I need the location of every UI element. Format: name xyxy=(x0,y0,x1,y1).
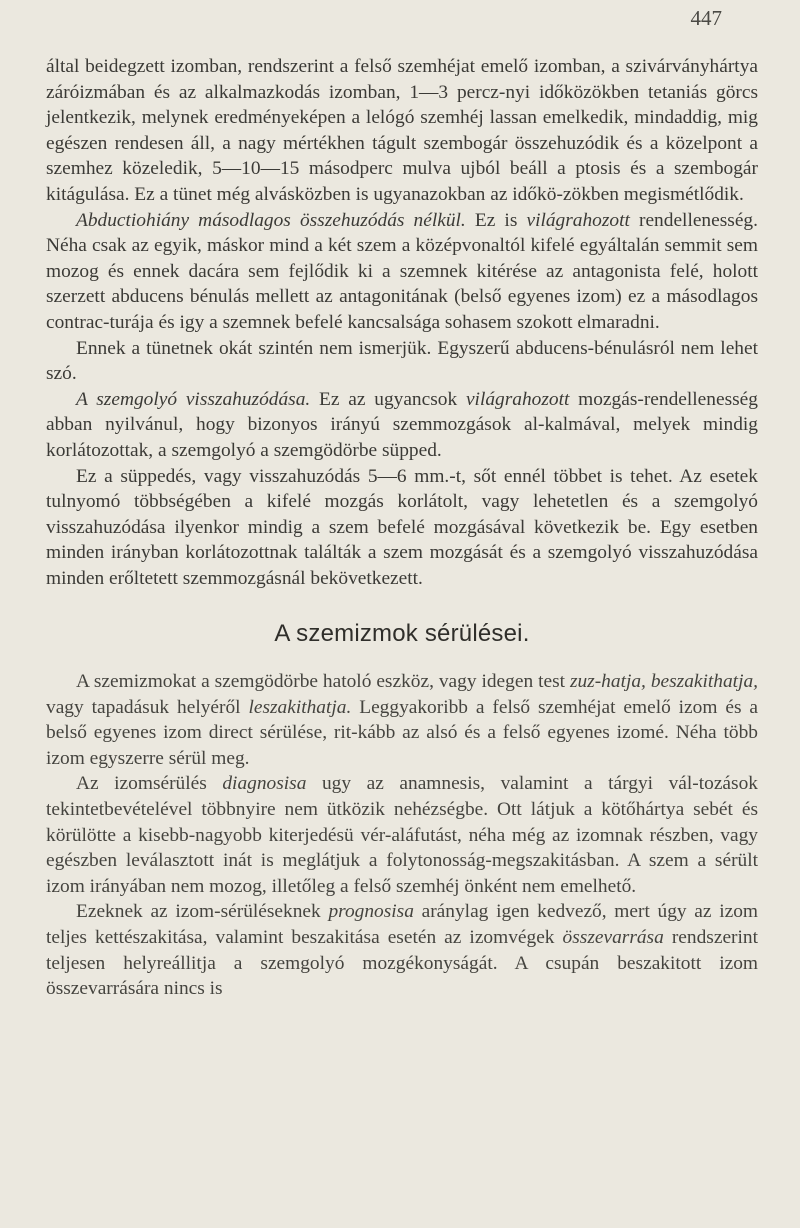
paragraph-2-text-b: rendellenesség. Néha csak az egyik, máskor mind a két szem a középvonaltól kifelé egyáltalán semmit sem mozog és ennek dacára sem fejlődik ki a szemnek kitérése az antagonista felé, holott szerzett abducens bénulás mellett az antagonitának (belső egyenes izom) ez a másodlagos contrac-turája és igy a szemnek befelé kancsalsága sohasem szokott elmaradni. xyxy=(46,209,758,333)
term-zuzhatja: zuz-hatja, beszakithatja, xyxy=(569,671,758,693)
term-diagnosisa: diagnosisa xyxy=(222,773,307,795)
paragraph-4 xyxy=(46,387,758,464)
term-vilagrahozott: világrahozott xyxy=(526,209,630,231)
paragraph-6-text-a: A szemizmokat a szemgödörbe hatoló eszköz, vagy idegen test xyxy=(76,671,570,693)
term-prognosisa: prognosisa xyxy=(328,901,414,923)
paragraph-7 xyxy=(46,771,758,899)
term-abductiohiany: Abductiohiány másodlagos összehuzódás nélkül. xyxy=(76,209,466,231)
paragraph-4-text-a: Ez az ugyancsok xyxy=(310,388,466,410)
paragraph-6-text-c: Leggyakoribb a felső szemhéjat emelő izom és a belső egyenes izom direct sérülése, rit-kább az alsó és a felső egyenes izomé. Néha több izom egyszerre sérül meg. xyxy=(46,696,758,769)
term-vilagrahozott-2: világrahozott xyxy=(465,388,570,410)
paragraph-6 xyxy=(46,669,758,771)
page-body xyxy=(46,54,758,1002)
paragraph-8-text-a: Ezeknek az izom-sérüléseknek xyxy=(76,901,329,923)
page-number: 447 xyxy=(690,6,722,30)
paragraph-6-text-b: vagy tapadásuk helyéről xyxy=(46,696,249,718)
paragraph-1: által beidegzett izomban, rendszerint a felső szemhéjat emelő izomban, a szivárványhártya záróizmában és az alkalmazkodás izomban, 1—3 percz-nyi időközökben tetaniás görcs jelentkezik, melynek eredményeképen a lelógó szemhéj lassan emelkedik, mindaddig, mig egészen rendesen áll, a nagy mértékhen tágult szembogár összehuzódik és a közelpont a szemhez közeledik, 5—10—15 másodperc mulva ujból beáll a ptosis és a szembogár kitágulása. Ez a tünet még alvásközben is ugyanazokban az időkö-zökben megismétlődik. xyxy=(46,56,758,205)
paragraph-4-text-b: mozgás-rendellenesség abban nyilvánul, hogy bizonyos irányú szemmozgások al-kalmával, melyek mindig korlátozottak, a szemgolyó a szemgödörbe süpped. xyxy=(46,388,758,461)
section-heading: A szemizmok sérülései. xyxy=(274,620,530,648)
paragraph-8-text-b: aránylag igen kedvező, mert úgy az izom teljes kettészakitása, valamint beszakitása esetén az izomvégek xyxy=(46,901,758,948)
paragraph-2-text-a: Ez is xyxy=(465,209,527,231)
paragraph-2 xyxy=(46,208,758,336)
paragraph-7-text-a: Az izomsérülés xyxy=(76,773,223,795)
paragraph-5: Ez a süppedés, vagy visszahuzódás 5—6 mm.-t, sőt ennél többet is tehet. Az esetek tulnyomó többségében a kifelé mozgás korlátolt, vagy lehetetlen és a szemgolyó visszahuzódása ilyenkor mindig a szem befelé mozgásával következik be. Egy esetben minden irányban korlátozottnak találták a szem mozgását és a szemgolyó visszahuzódása minden erőltetett szemmozgásnál bekövetkezett. xyxy=(46,465,758,589)
paragraph-8 xyxy=(46,899,758,1001)
term-osszevarrasa: összevarrása xyxy=(562,927,664,948)
term-leszakithatja: leszakithatja. xyxy=(248,696,352,718)
paragraph-7-text-b: ugy az anamnesis, valamint a tárgyi vál-tozások tekintetbevételével többnyire nem ütközik nehézségbe. Ott látjuk a kötőhártya sebét és körülötte a kisebb-nagyobb kiterjedésü vér-aláfutást, néha még az izomnak részben, vagy egészben leválasztott inát is meglátjuk a folytonosság-megszakitásban. A szem a sérült izom irányában nem mozog, illetőleg a felső szemhéj önként nem emelhető. xyxy=(46,773,758,897)
term-szemgolyo-visszahuzodasa: A szemgolyó visszahuzódása. xyxy=(76,388,311,410)
paragraph-8-text-c: rendszerint teljesen helyreállitja a szemgolyó mozgékonyságát. A csupán beszakitott izom összevarrására nincs is xyxy=(46,927,758,1000)
paragraph-3: Ennek a tünetnek okát szintén nem ismerjük. Egyszerű abducens-bénulásról nem lehet szó. xyxy=(46,337,758,385)
